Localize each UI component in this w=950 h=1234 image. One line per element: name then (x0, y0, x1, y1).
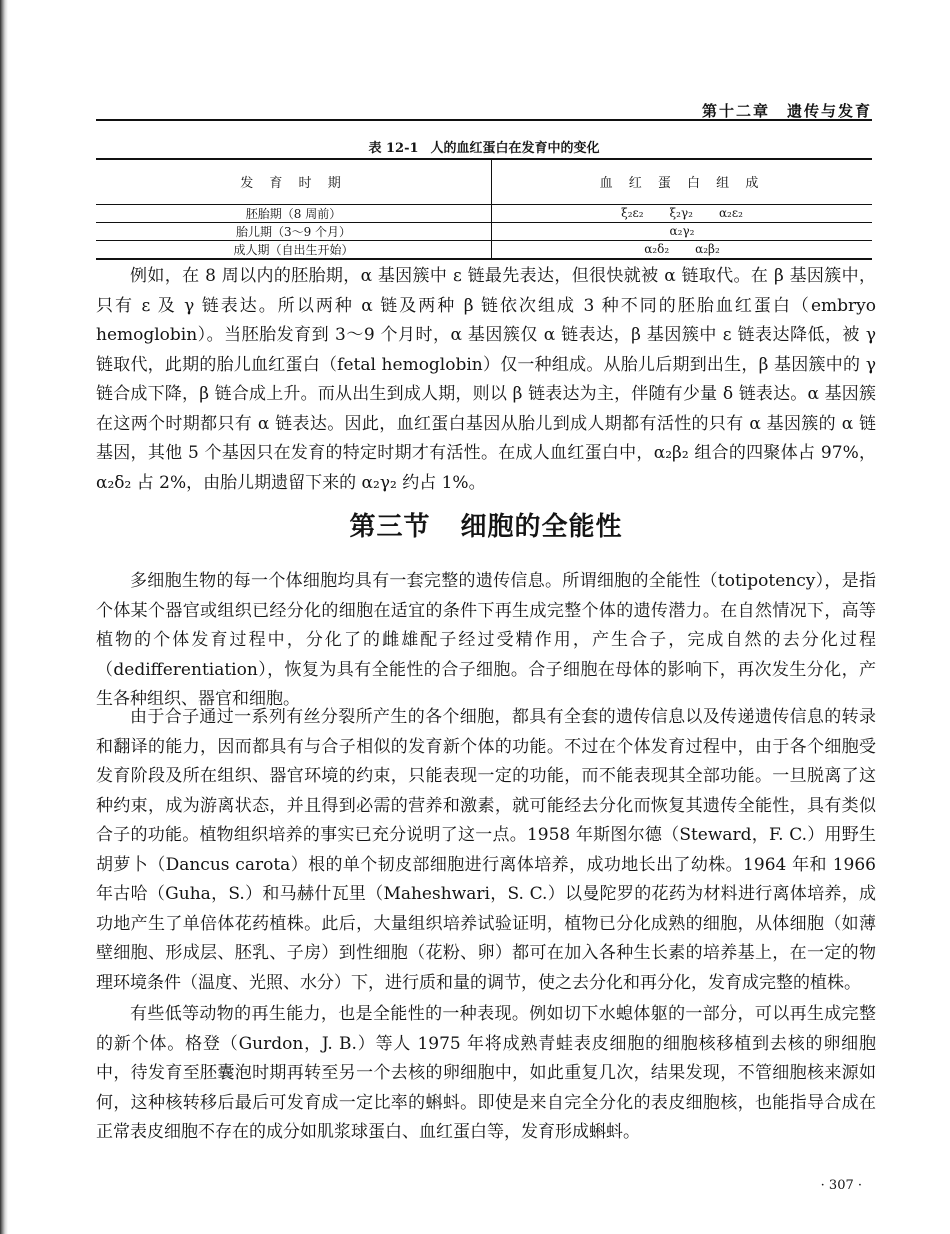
section-heading (96, 506, 876, 543)
hemoglobin-table (96, 158, 872, 260)
cell-composition (492, 222, 873, 240)
binding-shadow (0, 0, 8, 1234)
hemoglobin-formula: ξ₂ε₂ (621, 206, 644, 220)
table-caption (96, 137, 872, 156)
cell-period: 胚胎期（8 周前） (96, 204, 492, 222)
hemoglobin-formula: α₂β₂ (695, 242, 720, 256)
data-table (96, 158, 872, 260)
hemoglobin-formula: α₂γ₂ (669, 224, 695, 238)
table-number: 表 12-1 (368, 141, 419, 156)
table-header-row (96, 159, 872, 204)
table-head (96, 159, 872, 204)
hemoglobin-formula: α₂ε₂ (718, 206, 743, 220)
section-title: 细胞的全能性 (460, 512, 623, 542)
hemoglobin-formula: ξ₂γ₂ (669, 206, 693, 220)
section-number: 第三节 (349, 512, 431, 542)
page-number: · 307 · (820, 1178, 862, 1193)
body-paragraph: 多细胞生物的每一个体细胞均具有一套完整的遗传信息。所谓细胞的全能性（totipotency），是指个体某个器官或组织已经分化的细胞在适宜的条件下再生成完整个体的遗传潜力。在自然情况下，高等植物的个体发育过程中，分化了的雌雄配子经过受精作用，产生合子，完成自然的去分化过程（dedifferentiation），恢复为具有全能性的合子细胞。合子细胞在母体的影响下，再次发生分化，产生各种组织、器官和细胞。 (96, 571, 876, 709)
header-rule (96, 119, 872, 121)
column-header-period: 发 育 时 期 (96, 159, 492, 204)
hemoglobin-formula: α₂δ₂ (644, 242, 670, 256)
column-header-composition: 血 红 蛋 白 组 成 (599, 176, 765, 192)
table-body (96, 204, 872, 259)
cell-composition (492, 204, 873, 222)
table-title: 人的血红蛋白在发育中的变化 (430, 141, 600, 156)
cell-period: 胎儿期（3～9 个月） (96, 222, 492, 240)
chapter-header: 第十二章 遗传与发育 (701, 102, 872, 120)
body-paragraph: 由于合子通过一系列有丝分裂所产生的各个细胞，都具有全套的遗传信息以及传递遗传信息的转录和翻译的能力，因而都具有与合子相似的发育新个体的功能。不过在个体发育过程中，由于各个细胞受发育阶段及所在组织、器官环境的约束，只能表现一定的功能，而不能表现其全部功能。一旦脱离了这种约束，成为游离状态，并且得到必需的营养和激素，就可能经去分化而恢复其遗传全能性，具有类似合子的功能。植物组织培养的事实已充分说明了这一点。1958 年斯图尔德（Steward，F. C.）用野生胡萝卜（Dancus carota）根的单个韧皮部细胞进行离体培养，成功地长出了幼株。1964 年和 1966 年古哈（Guha，S.）和马赫什瓦里（Maheshwari，S. C.）以曼陀罗的花药为材料进行离体培养，成功地产生了单倍体花药植株。此后，大量组织培养试验证明，植物已分化成熟的细胞，从体细胞（如薄壁细胞、形成层、胚乳、子房）到性细胞（花粉、卵）都可在加入各种生长素的培养基上，在一定的物理环境条件（温度、光照、水分）下，进行质和量的调节，使之去分化和再分化，发育成完整的植株。 (96, 707, 876, 993)
table-row (96, 240, 872, 259)
table-row (96, 222, 872, 240)
cell-composition (492, 240, 873, 259)
table-row (96, 204, 872, 222)
body-paragraph: 有些低等动物的再生能力，也是全能性的一种表现。例如切下水螅体躯的一部分，可以再生成完整的新个体。格登（Gurdon，J. B.）等人 1975 年将成熟青蛙表皮细胞的细胞核移植到去核的卵细胞中，待发育至胚囊泡时期再转至另一个去核的卵细胞中，如此重复几次，结果发现，不管细胞核来源如何，这种核转移后最后可发育成一定比率的蝌蚪。即使是来自完全分化的表皮细胞核，也能指导合成在正常表皮细胞不存在的成分如肌浆球蛋白、血红蛋白等，发育形成蝌蚪。 (96, 1004, 876, 1142)
body-paragraph: 例如，在 8 周以内的胚胎期，α 基因簇中 ε 链最先表达，但很快就被 α 链取代。在 β 基因簇中，只有 ε 及 γ 链表达。所以两种 α 链及两种 β 链依次组成 3 种不同的胚胎血红蛋白（embryo hemoglobin）。当胚胎发育到 3～9 个月时，α 基因簇仅 α 链表达，β 基因簇中 ε 链表达降低，被 γ 链取代，此期的胎儿血红蛋白（fetal hemoglobin）仅一种组成。从胎儿后期到出生，β 基因簇中的 γ 链合成下降，β 链合成上升。而从出生到成人期，则以 β 链表达为主，伴随有少量 δ 链表达。α 基因簇在这两个时期都只有 α 链表达。因此，血红蛋白基因从胎儿到成人期都有活性的只有 α 基因簇的 α 链基因，其他 5 个基因只在发育的特定时期才有活性。在成人血红蛋白中，α₂β₂ 组合的四聚体占 97%，α₂δ₂ 占 2%，由胎儿期遗留下来的 α₂γ₂ 约占 1%。 (96, 266, 876, 493)
cell-period: 成人期（自出生开始） (96, 240, 492, 259)
